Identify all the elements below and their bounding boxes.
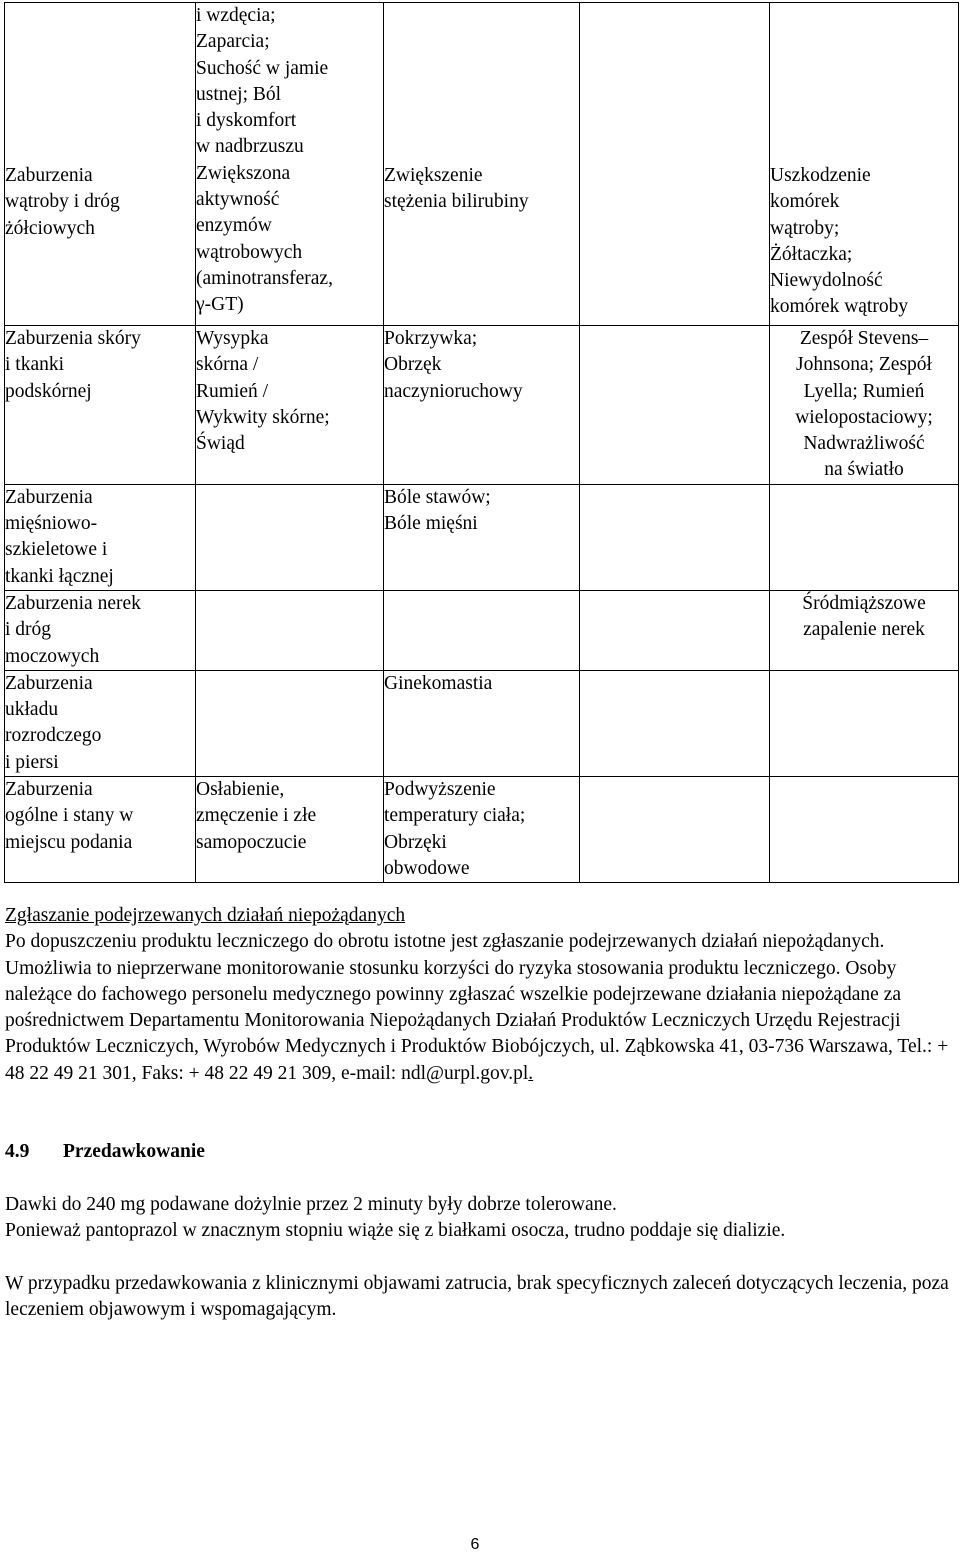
table-row — [5, 3, 959, 326]
overdose-paragraph-2 — [5, 1271, 955, 1324]
adverse-reactions-table — [4, 2, 959, 883]
overdose-dose-text: Dawki do 240 mg podawane dożylnie przez 2 minuty były dobrze tolerowane. — [5, 1194, 617, 1215]
reporting-body: Po dopuszczeniu produktu leczniczego do obrotu istotne jest zgłaszanie podejrzewanych działań niepożądanych. Umożliwia to nieprzerwane monitorowanie stosunku korzyści do ryzyka stosowania produktu leczniczego. Osoby należące do fachowego personelu medycznego powinny zgłaszać wszelkie podejrzewane działania niepożądane za pośrednictwem Departamentu Monitorowania Niepożądanych Działań Produktów Leczniczych Urzędu Rejestracji Produktów Leczniczych, Wyrobów Medycznych i Produktów Biobójczych, ul. Ząbkowska 41, 03-736 Warszawa, Tel.: + 48 22 49 21 301, Faks: + 48 22 49 21 309, e-mail: ndl@urpl.gov.pl — [5, 931, 949, 1084]
rare-frequency-cell — [580, 3, 770, 326]
table-row — [5, 590, 959, 670]
common-frequency-cell — [196, 670, 384, 776]
overdose-dialysis-text: Ponieważ pantoprazol w znacznym stopniu wiąże się z białkami osocza, trudno poddaje się dializie. — [5, 1220, 786, 1242]
overdose-paragraph-1 — [5, 1192, 955, 1245]
common-frequency-cell — [196, 484, 384, 590]
uncommon-frequency-cell: Bóle stawów; Bóle mięśni — [384, 484, 580, 590]
page-number: 6 — [470, 1536, 480, 1553]
rare-frequency-cell — [580, 484, 770, 590]
not-known-frequency-cell: Śródmiąższowe zapalenie nerek — [770, 590, 959, 670]
rare-frequency-cell — [580, 326, 770, 485]
not-known-frequency-cell: Uszkodzenie komórek wątroby; Żółtaczka; Niewydolność komórek wątroby — [770, 3, 959, 326]
rare-frequency-cell — [580, 777, 770, 883]
section-heading — [5, 1139, 955, 1165]
not-known-frequency-cell — [770, 777, 959, 883]
common-frequency-cell: i wzdęcia; Zaparcia; Suchość w jamie ustnej; Ból i dyskomfort w nadbrzuszu Zwiększona aktywność enzymów wątrobowych (aminotransferaz, γ-GT) — [196, 3, 384, 326]
overdose-treatment-text: W przypadku przedawkowania z klinicznymi objawami zatrucia, brak specyficznych zaleceń dotyczących leczenia, poza leczeniem objawowym i wspomagającym. — [5, 1273, 949, 1321]
common-frequency-cell: Wysypka skórna / Rumień / Wykwity skórne; Świąd — [196, 326, 384, 485]
uncommon-frequency-cell: Pokrzywka; Obrzęk naczynioruchowy — [384, 326, 580, 485]
organ-class-cell: Zaburzenia mięśniowo- szkieletowe i tkanki łącznej — [5, 484, 196, 590]
common-frequency-cell — [196, 590, 384, 670]
rare-frequency-cell — [580, 670, 770, 776]
organ-class-cell: Zaburzenia wątroby i dróg żółciowych — [5, 3, 196, 326]
table-row — [5, 777, 959, 883]
trailing-dot: . — [528, 1062, 534, 1084]
reporting-paragraph — [5, 929, 955, 1087]
reporting-heading: Zgłaszanie podejrzewanych działań niepożądanych — [5, 905, 406, 926]
uncommon-frequency-cell: Zwiększenie stężenia bilirubiny — [384, 3, 580, 326]
organ-class-cell: Zaburzenia nerek i dróg moczowych — [5, 590, 196, 670]
rare-frequency-cell — [580, 590, 770, 670]
table-row — [5, 326, 959, 485]
adr-reporting-section — [5, 903, 955, 1087]
uncommon-frequency-cell — [384, 590, 580, 670]
table-row — [5, 484, 959, 590]
organ-class-cell: Zaburzenia układu rozrodczego i piersi — [5, 670, 196, 776]
uncommon-frequency-cell: Podwyższenie temperatury ciała; Obrzęki obwodowe — [384, 777, 580, 883]
uncommon-frequency-cell: Ginekomastia — [384, 670, 580, 776]
not-known-frequency-cell — [770, 670, 959, 776]
organ-class-cell: Zaburzenia skóry i tkanki podskórnej — [5, 326, 196, 485]
table-row — [5, 670, 959, 776]
section-number: 4.9 — [5, 1141, 30, 1162]
section-title: Przedawkowanie — [63, 1141, 205, 1162]
common-frequency-cell: Osłabienie, zmęczenie i złe samopoczucie — [196, 777, 384, 883]
not-known-frequency-cell: Zespół Stevens– Johnsona; Zespół Lyella; Rumień wielopostaciowy; Nadwrażliwość na światło — [770, 326, 959, 485]
organ-class-cell: Zaburzenia ogólne i stany w miejscu podania — [5, 777, 196, 883]
not-known-frequency-cell — [770, 484, 959, 590]
